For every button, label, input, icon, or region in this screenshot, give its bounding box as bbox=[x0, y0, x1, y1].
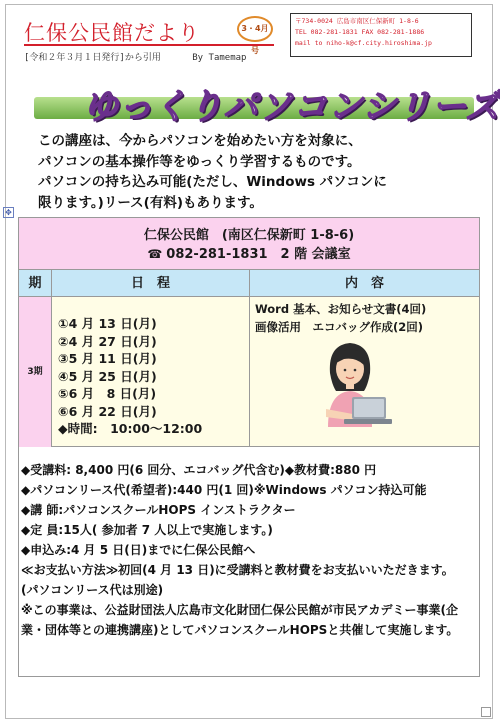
title-underline bbox=[24, 44, 274, 46]
session-time: ◆時間: 10:00～12:00 bbox=[58, 421, 203, 436]
issue-badge: 3・4月号 bbox=[237, 16, 273, 42]
table-row bbox=[19, 297, 479, 447]
header-period: 期 bbox=[19, 270, 52, 297]
header-schedule: 日 程 bbox=[52, 270, 250, 297]
content-item: Word 基本、お知らせ文書(4回) bbox=[255, 302, 427, 316]
address-box bbox=[290, 13, 472, 57]
venue-contact bbox=[19, 245, 479, 264]
course-details bbox=[21, 460, 477, 640]
resize-handle[interactable] bbox=[481, 707, 491, 717]
woman-at-laptop-icon bbox=[300, 335, 400, 435]
move-arrows-icon[interactable]: ✥ bbox=[3, 207, 14, 218]
intro-text bbox=[38, 131, 468, 213]
intro-line: この講座は、今からパソコンを始めたい方を対象に、 bbox=[38, 133, 362, 149]
address-postal: 〒734-0024 広島市南区仁保新町 1-8-6 bbox=[295, 17, 419, 25]
capacity-line: ◆定 員:15人( 参加者 7 人以上で実施します。) bbox=[21, 523, 273, 537]
payment-line: ≪お支払い方法≫初回(4 月 13 日)に受講料と教材費をお支払いいただきます。 (パソコンリース代は別途) bbox=[21, 563, 460, 597]
lease-line: ◆パソコンリース代(希望者):440 円(1 回)※Windows パソコン持込可能 bbox=[21, 483, 427, 497]
course-banner bbox=[24, 77, 500, 127]
instructor-line: ◆講 師:パソコンスクールHOPS インストラクター bbox=[21, 503, 296, 517]
phone-icon: ☎ bbox=[147, 247, 163, 261]
apply-line: ◆申込み:4 月 5 日(日)までに仁保公民館へ bbox=[21, 543, 256, 557]
issue-date: [令和２年３月１日発行]から引用 bbox=[24, 53, 161, 63]
schedule-cell bbox=[52, 297, 250, 447]
issue-line bbox=[24, 50, 246, 63]
fee-line: ◆受講料: 8,400 円(6 回分、エコバッグ代含む)◆教材費:880 円 bbox=[21, 463, 377, 477]
newsletter-title: 仁保公民館だより bbox=[24, 21, 200, 45]
banner-title: ゆっくりパソコンシリーズ bbox=[84, 87, 500, 127]
intro-line: パソコンの基本操作等をゆっくり学習するものです。 bbox=[38, 153, 361, 170]
table-header-row bbox=[19, 270, 479, 297]
session-date: ②4 月 27 日(月) bbox=[58, 333, 157, 349]
address-tel-fax: TEL 082-281-1831 FAX 082-281-1886 bbox=[295, 28, 425, 36]
by-line: By Tamemap bbox=[192, 53, 247, 63]
session-date: ⑥6 月 22 日(月) bbox=[58, 403, 157, 419]
header-content: 内 容 bbox=[344, 276, 384, 291]
sponsor-note: ※この事業は、公益財団法人広島市文化財団仁保公民館が市民アカデミー事業(企業・団体等との連携講座)としてパソコンスクールHOPSと共催して実施します。 bbox=[21, 603, 459, 637]
venue-phone: 082-281-1831 2 階 会議室 bbox=[166, 247, 351, 262]
session-date: ③5 月 11 日(月) bbox=[58, 351, 157, 366]
content-cell bbox=[250, 297, 479, 447]
address-mail: mail to niho-k@cf.city.hiroshima.jp bbox=[295, 39, 432, 47]
venue-name: 仁保公民館 (南区仁保新町 1-8-6) bbox=[143, 228, 355, 243]
content-item: 画像活用 エコバッグ作成(2回) bbox=[255, 320, 424, 334]
course-table bbox=[18, 217, 480, 677]
session-date: ⑤6 月 8 日(月) bbox=[58, 386, 157, 401]
intro-line: パソコンの持ち込み可能(ただし、Windows パソコンに bbox=[38, 174, 387, 190]
session-date: ④5 月 25 日(月) bbox=[58, 368, 157, 384]
venue-header bbox=[19, 218, 479, 270]
intro-line: 限ります。)リース(有料)もあります。 bbox=[38, 194, 263, 211]
session-date: ①4 月 13 日(月) bbox=[58, 316, 157, 331]
period-cell: 3期 bbox=[19, 297, 52, 447]
